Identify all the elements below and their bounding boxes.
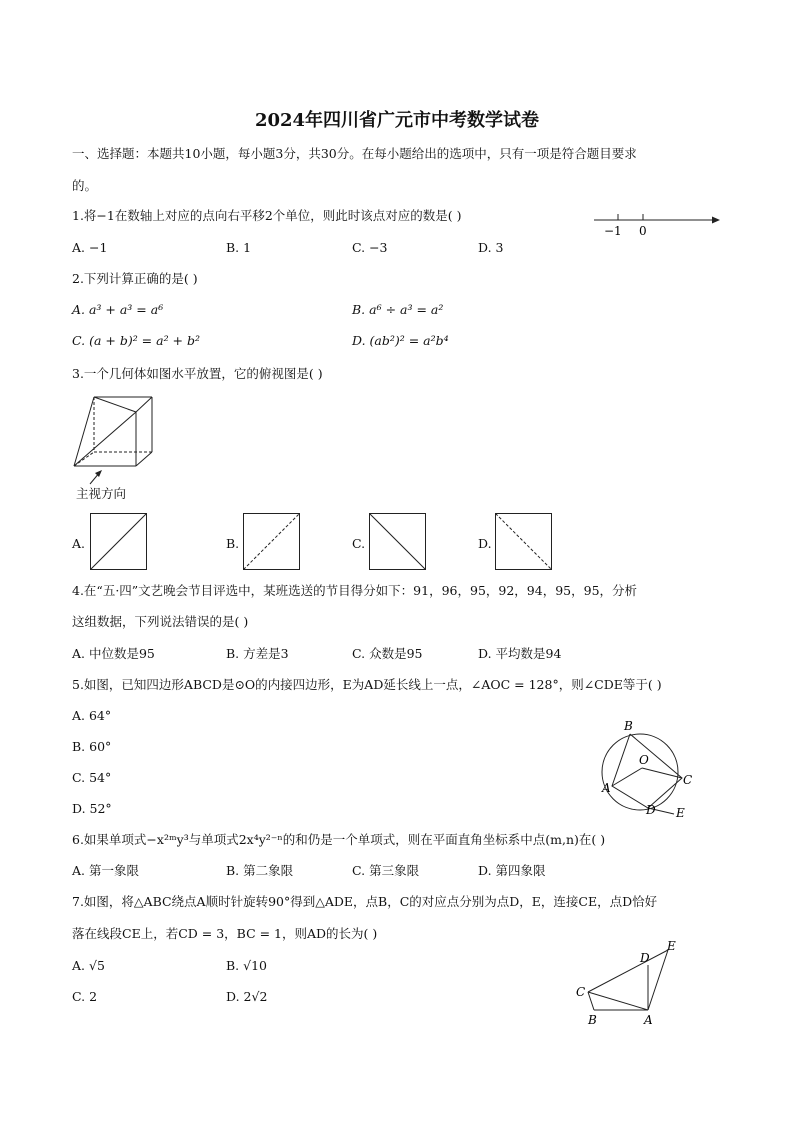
q3-option-c-square (369, 513, 427, 571)
q6-option-b[interactable]: B. 第二象限 (226, 863, 294, 878)
circle-quadrilateral-figure (596, 716, 696, 820)
q7-stem-line2: 落在线段CE上，若CD = 3，BC = 1，则AD的长为( ) (72, 926, 378, 941)
q6-option-a[interactable]: A. 第一象限 (72, 863, 139, 878)
label-D: D (640, 951, 650, 965)
q4-option-b[interactable]: B. 方差是3 (226, 646, 289, 661)
q6-option-c[interactable]: C. 第三象限 (352, 863, 420, 878)
section-instruction-line1: 一、选择题：本题共10小题，每小题3分，共30分。在每小题给出的选项中，只有一项是符合题目要求 (72, 146, 637, 161)
q4-option-c[interactable]: C. 众数是95 (352, 646, 423, 661)
q4-option-a[interactable]: A. 中位数是95 (72, 646, 155, 661)
q5-option-d[interactable]: D. 52° (72, 801, 112, 816)
label-C: C (683, 773, 693, 787)
q3-option-a[interactable]: A. (72, 536, 86, 551)
label-C: C (576, 985, 586, 999)
q3-option-a-square (90, 513, 148, 571)
axis-label-0: 0 (639, 224, 647, 238)
q3-stem: 3.一个几何体如图水平放置，它的俯视图是( ) (72, 366, 323, 381)
q3-option-c[interactable]: C. (352, 536, 366, 551)
q1-option-c[interactable]: C. −3 (352, 240, 388, 255)
axis-label-neg1: −1 (604, 224, 622, 238)
label-E: E (676, 806, 685, 820)
q7-option-a[interactable]: A. √5 (72, 958, 105, 973)
q6-option-d[interactable]: D. 第四象限 (478, 863, 546, 878)
q2-option-c[interactable]: C. (a + b)² = a² + b² (72, 333, 201, 348)
q5-option-a[interactable]: A. 64° (72, 708, 112, 723)
q1-option-b[interactable]: B. 1 (226, 240, 252, 255)
page-title: 2024年四川省广元市中考数学试卷 (254, 110, 540, 131)
q3-option-d-square (495, 513, 553, 571)
solid-figure (70, 394, 160, 476)
q3-option-b[interactable]: B. (226, 536, 240, 551)
label-O: O (639, 753, 649, 767)
q1-stem: 1.将−1在数轴上对应的点向右平移2个单位，则此时该点对应的数是( ) (72, 208, 462, 223)
q1-option-d[interactable]: D. 3 (478, 240, 504, 255)
q6-stem: 6.如果单项式−x²ᵐy³与单项式2x⁴y²⁻ⁿ的和仍是一个单项式，则在平面直角坐标系中点(m,n)在( ) (72, 832, 606, 847)
view-direction-caption: 主视方向 (76, 486, 127, 501)
q2-option-b[interactable]: B. a⁶ ÷ a³ = a² (352, 302, 444, 317)
q7-stem-line1: 7.如图，将△ABC绕点A顺时针旋转90°得到△ADE，点B，C的对应点分别为点D，E，连接CE，点D恰好 (72, 894, 658, 909)
label-D: D (646, 803, 656, 817)
label-B: B (624, 719, 633, 733)
number-line-figure (590, 206, 725, 242)
q4-option-d[interactable]: D. 平均数是94 (478, 646, 562, 661)
label-B: B (588, 1013, 597, 1027)
q7-option-d[interactable]: D. 2√2 (226, 989, 268, 1004)
rotation-triangle-figure (572, 940, 684, 1032)
q7-option-b[interactable]: B. √10 (226, 958, 268, 973)
q1-option-a[interactable]: A. −1 (72, 240, 108, 255)
q5-stem: 5.如图，已知四边形ABCD是⊙O的内接四边形，E为AD延长线上一点，∠AOC = 128°，则∠CDE等于( ) (72, 677, 662, 692)
q3-option-b-square (243, 513, 301, 571)
q4-stem-line1: 4.在“五·四”文艺晚会节目评选中，某班选送的节目得分如下：91，96，95，92，94，95，95，分析 (72, 583, 638, 598)
label-A: A (644, 1013, 653, 1027)
q5-option-c[interactable]: C. 54° (72, 770, 112, 785)
q2-option-a[interactable]: A. a³ + a³ = a⁶ (72, 302, 164, 317)
q2-option-d[interactable]: D. (ab²)² = a²b⁴ (352, 333, 449, 348)
q7-option-c[interactable]: C. 2 (72, 989, 98, 1004)
q3-option-d[interactable]: D. (478, 536, 492, 551)
q2-stem: 2.下列计算正确的是( ) (72, 271, 198, 286)
label-E: E (667, 939, 676, 953)
label-A: A (602, 781, 611, 795)
section-instruction-line2: 的。 (72, 178, 98, 193)
q4-stem-line2: 这组数据，下列说法错误的是( ) (72, 614, 249, 629)
q5-option-b[interactable]: B. 60° (72, 739, 112, 754)
